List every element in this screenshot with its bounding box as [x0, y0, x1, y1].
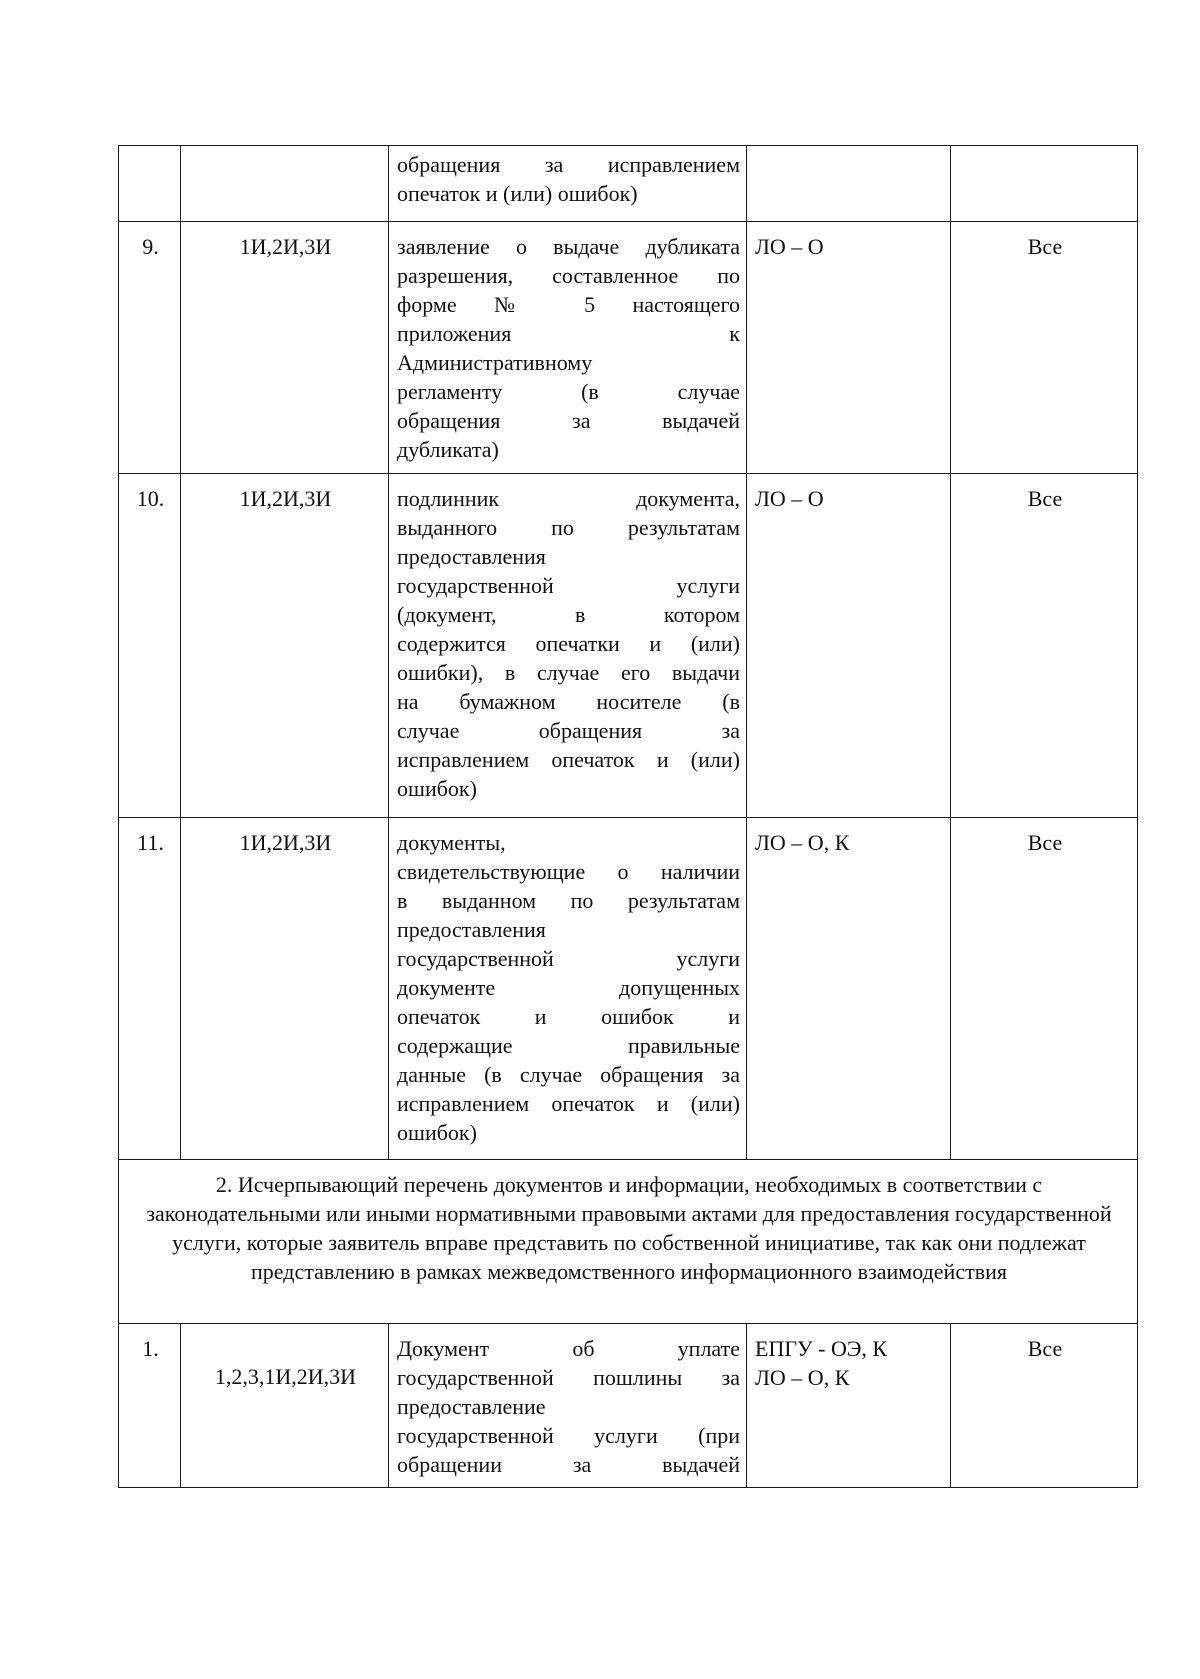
doc-line: свидетельствующие о наличии — [397, 859, 740, 884]
doc-line: выданного по результатам — [397, 515, 740, 540]
doc-line: в выданном по результатам — [397, 888, 740, 913]
form-line: ЕПГУ - ОЭ, К — [755, 1336, 888, 1361]
doc-line: заявление о выдаче дубликата — [397, 234, 740, 259]
submission-form — [747, 474, 951, 818]
row-number: 9. — [119, 222, 181, 474]
applicant-code: 1И,2И,3И — [181, 474, 389, 818]
row-number: 1. — [119, 1324, 181, 1488]
doc-line: предоставления — [397, 917, 546, 942]
document-description — [389, 222, 747, 474]
submission-form — [747, 818, 951, 1160]
applicant-code — [181, 146, 389, 222]
doc-line: исправлением опечаток и (или) — [397, 747, 740, 772]
table-row — [119, 474, 1138, 818]
doc-line: обращения за исправлением — [397, 152, 740, 177]
table-row — [119, 222, 1138, 474]
form-line: ЛО – О, К — [755, 830, 850, 855]
document-description — [389, 146, 747, 222]
table-row — [119, 1324, 1138, 1488]
doc-line: на бумажном носителе (в — [397, 689, 740, 714]
doc-line: ошибок) — [397, 776, 477, 801]
doc-line: предоставления — [397, 544, 546, 569]
doc-line: данные (в случае обращения за — [397, 1062, 740, 1087]
applicant-category: Все — [951, 818, 1138, 1160]
applicant-category: Все — [951, 1324, 1138, 1488]
submission-form — [747, 222, 951, 474]
doc-line: (документ, в котором — [397, 602, 740, 627]
doc-line: предоставление — [397, 1394, 546, 1419]
form-line: ЛО – О — [755, 486, 824, 511]
doc-line: документы, — [397, 830, 506, 855]
documents-table — [118, 145, 1138, 1488]
table-row — [119, 818, 1138, 1160]
doc-line: приложения к — [397, 321, 740, 346]
document-description — [389, 1324, 747, 1488]
applicant-category: Все — [951, 474, 1138, 818]
applicant-code: 1И,2И,3И — [181, 222, 389, 474]
table-body-top — [119, 146, 1138, 1488]
doc-line: содержащие правильные — [397, 1033, 740, 1058]
doc-line: опечаток и (или) ошибок) — [397, 181, 638, 206]
doc-line: ошибки), в случае его выдачи — [397, 660, 740, 685]
doc-line: содержится опечатки и (или) — [397, 631, 740, 656]
applicant-category — [951, 146, 1138, 222]
doc-line: Административному — [397, 350, 593, 375]
doc-line: обращения за выдачей — [397, 408, 740, 433]
doc-line: государственной услуги — [397, 946, 740, 971]
doc-line: обращении за выдачей — [397, 1452, 740, 1477]
doc-line: опечаток и ошибок и — [397, 1004, 740, 1029]
submission-form — [747, 1324, 951, 1488]
doc-line: разрешения, составленное по — [397, 263, 740, 288]
doc-line: Документ об уплате — [397, 1336, 740, 1361]
applicant-code: 1,2,3,1И,2И,3И — [181, 1324, 389, 1488]
doc-line: форме № 5 настоящего — [397, 292, 740, 317]
row-number: 11. — [119, 818, 181, 1160]
doc-line: государственной услуги (при — [397, 1423, 740, 1448]
document-description — [389, 818, 747, 1160]
section-title: 2. Исчерпывающий перечень документов и информации, необходимых в соответствии с законодательными или иными нормативными правовыми актами для предоставления государственной услуги, которые заявитель вправе представить по собственной инициативе, так как они подлежат представлению в рамках межведомственного информационного взаимодействия — [119, 1160, 1138, 1324]
doc-line: ошибок) — [397, 1120, 477, 1145]
submission-form — [747, 146, 951, 222]
applicant-code: 1И,2И,3И — [181, 818, 389, 1160]
doc-line: подлинник документа, — [397, 486, 740, 511]
applicant-category: Все — [951, 222, 1138, 474]
doc-line: государственной услуги — [397, 573, 740, 598]
document-description — [389, 474, 747, 818]
doc-line: государственной пошлины за — [397, 1365, 740, 1390]
section-header-row — [119, 1160, 1138, 1324]
doc-line: случае обращения за — [397, 718, 740, 743]
doc-line: регламенту (в случае — [397, 379, 740, 404]
doc-line: дубликата) — [397, 437, 499, 462]
form-line: ЛО – О — [755, 234, 824, 259]
doc-line: документе допущенных — [397, 975, 740, 1000]
row-number: 10. — [119, 474, 181, 818]
table-row — [119, 146, 1138, 222]
doc-line: исправлением опечаток и (или) — [397, 1091, 740, 1116]
row-number — [119, 146, 181, 222]
form-line: ЛО – О, К — [755, 1365, 850, 1390]
